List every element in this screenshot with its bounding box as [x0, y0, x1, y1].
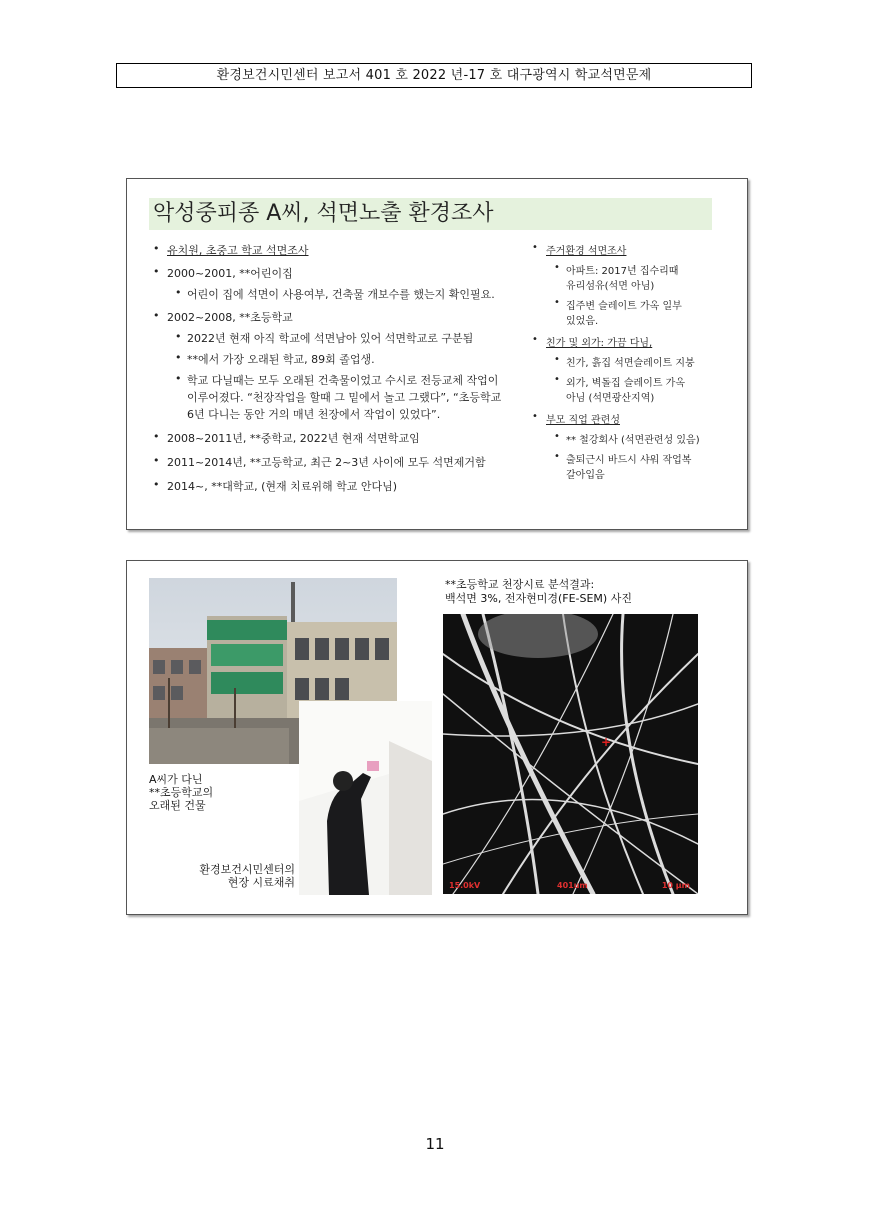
list-item-continued: 유리섬유(석면 아님) [566, 281, 655, 292]
list-item: • 친가, 흙집 석면슬레이트 지붕 [532, 354, 732, 369]
list-item: • 학교 다닐때는 모두 오래된 건축물이었고 수시로 전등교체 작업이 [153, 372, 543, 388]
list-item: • 아파트: 2017년 집수리때 [532, 262, 732, 277]
list-item: • 출퇴근시 바드시 샤워 작업복 [532, 451, 732, 466]
list-item: • 부모 직업 관련성 [532, 411, 732, 426]
list-item-continued: 6년 다니는 동안 거의 매년 천장에서 작업이 있었다”. [187, 408, 441, 421]
list-item: • 집주변 슬레이트 가옥 일부 [532, 297, 732, 312]
list-item: • 2000~2001, **어린이집 [153, 265, 543, 281]
list-item: • 2002~2008, **초등학교 [153, 309, 543, 325]
page-number: 11 [425, 1135, 445, 1153]
list-item: • 친가 및 외가: 가끔 다님, [532, 334, 732, 349]
list-item: • 주거환경 석면조사 [532, 242, 732, 257]
list-item: • 2014~, **대학교, (현재 치료위해 학교 안다님) [153, 478, 543, 494]
list-item: • **에서 가장 오래된 학교, 89회 졸업생. [153, 351, 543, 367]
list-item: • 2008~2011년, **중학교, 2022년 현재 석면학교임 [153, 430, 543, 446]
list-item: • 어린이 집에 석면이 사용여부, 건축물 개보수를 했는지 확인필요. [153, 286, 543, 302]
sem-micrograph [443, 614, 698, 894]
sem-scale-label: 10 μm [661, 881, 690, 890]
slide-title: 악성중피종 A씨, 석면노출 환경조사 [153, 201, 494, 226]
building-caption: A씨가 다닌 **초등학교의 오래된 건물 [149, 773, 214, 812]
school-survey-list [153, 242, 543, 494]
asbestos-fiber-illustration [443, 614, 698, 894]
list-item: • 2022년 현재 아직 학교에 석면남아 있어 석면학교로 구분됨 [153, 330, 543, 346]
list-item-continued: 갈아입음 [566, 470, 605, 481]
svg-text:+: + [601, 735, 612, 749]
list-item: • 2011~2014년, **고등학교, 최근 2~3년 사이에 모두 석면제거함 [153, 454, 543, 470]
slide-photos [126, 560, 748, 915]
list-item: • 유치원, 초중고 학교 석면조사 [153, 242, 543, 258]
sampling-illustration [299, 701, 432, 895]
list-item-continued: 이루어졌다. “천장작업을 할때 그 밑에서 놀고 그랬다”, “초등학교 [187, 391, 502, 404]
list-item: • ** 철강회사 (석면관련성 있음) [532, 431, 732, 446]
list-item-continued: 있었음. [566, 316, 599, 327]
report-header: 환경보건시민센터 보고서 401 호 2022 년-17 호 대구광역시 학교석면문제 [116, 63, 752, 88]
list-item-continued: 아님 (석면광산지역) [566, 393, 655, 404]
slide-environment-survey [126, 178, 748, 530]
sampling-photo [299, 701, 432, 895]
sem-magnification-label: 401um [557, 881, 588, 890]
sem-caption: **초등학교 천장시료 분석결과: 백석면 3%, 전자현미경(FE-SEM) 사진 [445, 578, 632, 605]
residential-survey-list [532, 242, 732, 481]
sem-voltage-label: 15.0kV [449, 881, 481, 890]
sampling-caption: 환경보건시민센터의 현장 시료채취 [199, 863, 295, 889]
list-item: • 외가, 벽돌집 슬레이트 가옥 [532, 374, 732, 389]
